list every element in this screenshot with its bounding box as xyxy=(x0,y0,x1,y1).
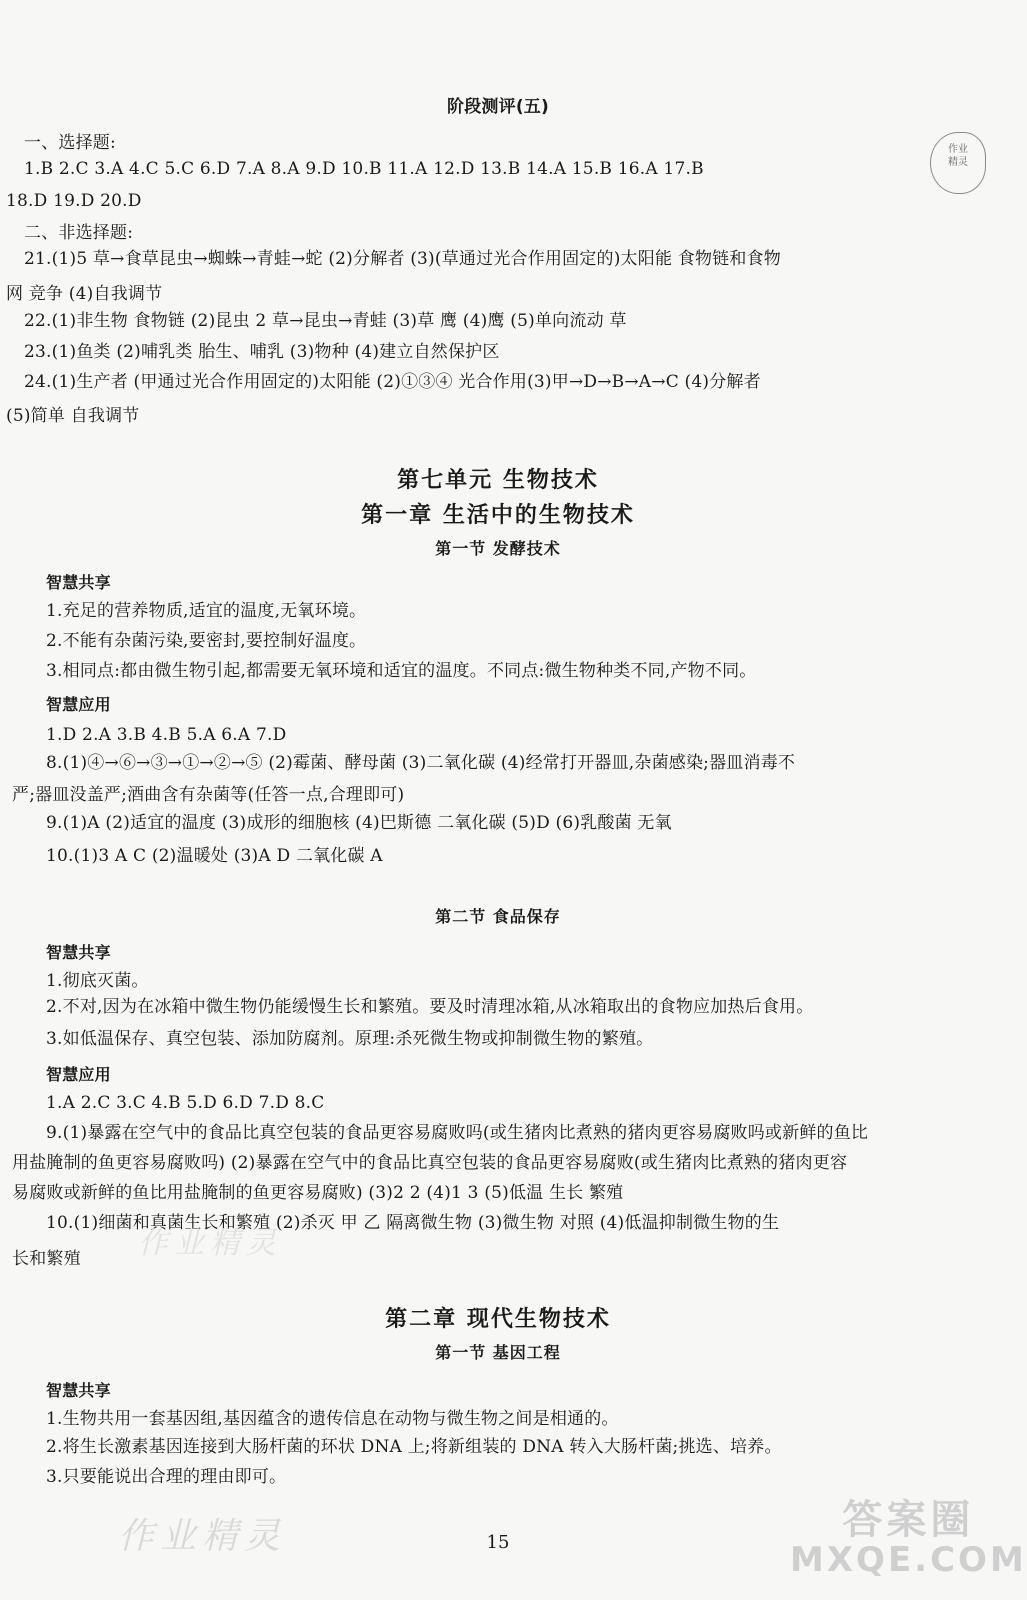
s3-share-heading: 智慧共享 xyxy=(46,1381,111,1400)
s1-apply-5: 10.(1)3 A C (2)温暖处 (3)A D 二氧化碳 A xyxy=(46,846,383,866)
nonmc-heading: 二、非选择题: xyxy=(24,223,134,243)
s1-apply-2: 8.(1)④→⑥→③→①→②→⑤ (2)霉菌、酵母菌 (3)二氧化碳 (4)经常打开器皿,杂菌感染;器皿消毒不 xyxy=(46,753,796,773)
unit-title: 第七单元 生物技术 xyxy=(397,468,599,493)
q21-line2: 网 竞争 (4)自我调节 xyxy=(6,284,163,304)
s3-share-3: 3.只要能说出合理的理由即可。 xyxy=(46,1467,287,1487)
mc-answers-line2: 18.D 19.D 20.D xyxy=(6,191,142,211)
s2-share-1: 1.彻底灭菌。 xyxy=(46,971,149,991)
s2-share-3: 3.如低温保存、真空包装、添加防腐剂。原理:杀死微生物或抑制微生物的繁殖。 xyxy=(46,1029,654,1049)
q23-answer: 23.(1)鱼类 (2)哺乳类 胎生、哺乳 (3)物种 (4)建立自然保护区 xyxy=(24,342,500,362)
s2-apply-6: 长和繁殖 xyxy=(12,1249,81,1269)
q24-line2: (5)简单 自我调节 xyxy=(6,406,140,426)
stamp-logo: 作业 精灵 xyxy=(930,132,986,194)
s2-share-2: 2.不对,因为在冰箱中微生物仍能缓慢生长和繁殖。要及时清理冰箱,从冰箱取出的食物应加热后食用。 xyxy=(46,997,814,1017)
mc-heading: 一、选择题: xyxy=(24,133,116,153)
s2-apply-3: 用盐腌制的鱼更容易腐败吗) (2)暴露在空气中的食品比真空包装的食品更容易腐败(或生猪肉比煮熟的猪肉更容 xyxy=(12,1153,848,1173)
watermark-mid: 作业精灵 xyxy=(138,1226,282,1261)
watermark-left: 作业精灵 xyxy=(118,1516,287,1557)
q22-answer: 22.(1)非生物 食物链 (2)昆虫 2 草→昆虫→青蛙 (3)草 鹰 (4)鹰 (5)单向流动 草 xyxy=(24,311,627,331)
watermark-right: 答案圈 MXQE.COM xyxy=(790,1497,1027,1580)
mc-answers-line1: 1.B 2.C 3.A 4.C 5.C 6.D 7.A 8.A 9.D 10.B 11.A 12.D 13.B 14.A 15.B 16.A 17.B xyxy=(24,159,704,179)
section1-title: 第一节 发酵技术 xyxy=(435,539,561,558)
s1-share-2: 2.不能有杂菌污染,要密封,要控制好温度。 xyxy=(46,631,367,651)
section3-title: 第一节 基因工程 xyxy=(435,1343,561,1362)
chapter2-title: 第二章 现代生物技术 xyxy=(385,1307,611,1332)
section2-title: 第二节 食品保存 xyxy=(435,907,561,926)
s2-share-heading: 智慧共享 xyxy=(46,943,111,962)
q24-line1: 24.(1)生产者 (甲通过光合作用固定的)太阳能 (2)①③④ 光合作用(3)甲→D→B→A→C (4)分解者 xyxy=(24,372,761,392)
s2-apply-5: 10.(1)细菌和真菌生长和繁殖 (2)杀灭 甲 乙 隔离微生物 (3)微生物 对照 (4)低温抑制微生物的生 xyxy=(46,1213,780,1233)
s1-apply-heading: 智慧应用 xyxy=(46,695,111,714)
s2-apply-heading: 智慧应用 xyxy=(46,1065,111,1084)
q21-line1: 21.(1)5 草→食草昆虫→蜘蛛→青蛙→蛇 (2)分解者 (3)(草通过光合作用固定的)太阳能 食物链和食物 xyxy=(24,249,781,269)
stage-test-title: 阶段测评(五) xyxy=(447,97,549,117)
s3-share-2: 2.将生长激素基因连接到大肠杆菌的环状 DNA 上;将新组装的 DNA 转入大肠杆菌;挑选、培养。 xyxy=(46,1437,782,1457)
s2-apply-1: 1.A 2.C 3.C 4.B 5.D 6.D 7.D 8.C xyxy=(46,1093,325,1113)
s2-apply-4: 易腐败或新鲜的鱼比用盐腌制的鱼更容易腐败) (3)2 2 (4)1 3 (5)低温 生长 繁殖 xyxy=(12,1183,624,1203)
s1-apply-4: 9.(1)A (2)适宜的温度 (3)成形的细胞核 (4)巴斯德 二氧化碳 (5)D (6)乳酸菌 无氧 xyxy=(46,813,672,833)
s1-share-1: 1.充足的营养物质,适宜的温度,无氧环境。 xyxy=(46,601,367,621)
s1-share-3: 3.相同点:都由微生物引起,都需要无氧环境和适宜的温度。不同点:微生物种类不同,产物不同。 xyxy=(46,661,757,681)
chapter1-title: 第一章 生活中的生物技术 xyxy=(361,503,635,528)
s1-apply-1: 1.D 2.A 3.B 4.B 5.A 6.A 7.D xyxy=(46,725,287,745)
s1-apply-3: 严;器皿没盖严;酒曲含有杂菌等(任答一点,合理即可) xyxy=(12,785,405,805)
s2-apply-2: 9.(1)暴露在空气中的食品比真空包装的食品更容易腐败吗(或生猪肉比煮熟的猪肉更容易腐败吗或新鲜的鱼比 xyxy=(46,1123,869,1143)
page-number: 15 xyxy=(486,1532,510,1553)
s3-share-1: 1.生物共用一套基因组,基因蕴含的遗传信息在动物与微生物之间是相通的。 xyxy=(46,1409,619,1429)
s1-share-heading: 智慧共享 xyxy=(46,573,111,592)
